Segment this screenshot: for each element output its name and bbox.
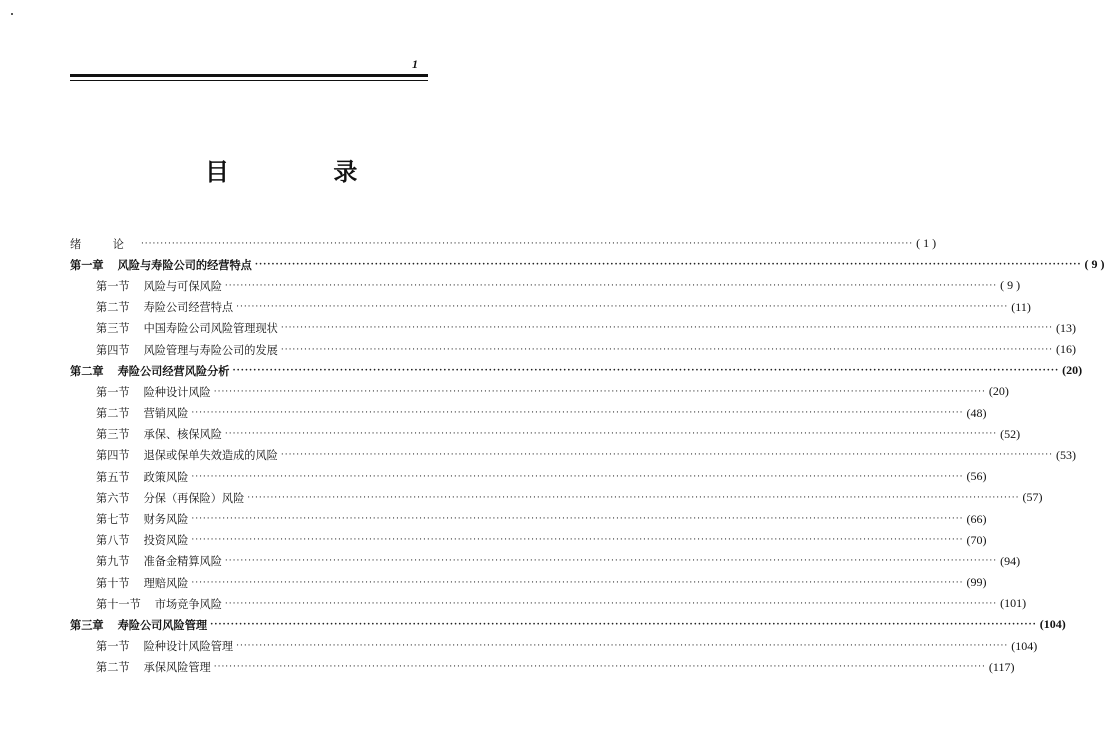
entry-title: 风险与寿险公司的经营特点 bbox=[117, 257, 252, 272]
toc-section-entry bbox=[70, 657, 1015, 678]
toc-section-entry bbox=[70, 403, 987, 424]
toc-section-entry bbox=[70, 530, 987, 551]
toc-section-entry bbox=[70, 508, 987, 529]
entry-page-number: ( 1 ) bbox=[916, 236, 937, 251]
toc-section-entry bbox=[70, 572, 987, 593]
entry-title: 分保（再保险）风险 bbox=[143, 491, 245, 505]
entry-number: 第三章 bbox=[70, 617, 104, 632]
toc-section-entry bbox=[70, 381, 1009, 402]
entry-page-number: (52) bbox=[1000, 426, 1021, 441]
entry-number: 第三节 bbox=[96, 428, 130, 442]
entry-number: 第一章 bbox=[70, 257, 104, 272]
entry-number: 第二节 bbox=[96, 407, 130, 421]
entry-page-number: (66) bbox=[966, 511, 987, 526]
entry-number: 第四节 bbox=[96, 343, 130, 357]
toc-chapter-entry bbox=[70, 614, 1066, 635]
entry-page-number: (20) bbox=[1062, 363, 1083, 378]
entry-number: 第一节 bbox=[96, 279, 130, 293]
entry-page-number: (56) bbox=[966, 469, 987, 484]
toc-section-entry bbox=[70, 445, 1077, 466]
toc-section-entry bbox=[70, 593, 1027, 614]
entry-number: 第五节 bbox=[96, 470, 130, 484]
toc-section-entry bbox=[70, 636, 1038, 657]
dot-leader: ········································································································································································································ bbox=[224, 429, 998, 440]
entry-title: 财务风险 bbox=[143, 513, 189, 527]
entry-title: 准备金精算风险 bbox=[143, 555, 222, 569]
entry-title: 投资风险 bbox=[143, 534, 189, 548]
toc-chapter-entry bbox=[70, 254, 1105, 275]
dot-leader: ········································································································································································································ bbox=[213, 386, 986, 397]
entry-number: 第二章 bbox=[70, 363, 104, 378]
toc-section-entry bbox=[70, 424, 1021, 445]
entry-number: 第一节 bbox=[96, 385, 130, 399]
dot-leader: ········································································································································································································ bbox=[280, 323, 1054, 334]
toc-intro-entry bbox=[70, 233, 937, 254]
dot-leader: ········································································································································································································ bbox=[280, 450, 1054, 461]
entry-title: 风险管理与寿险公司的发展 bbox=[143, 343, 278, 357]
entry-number: 第二节 bbox=[96, 661, 130, 675]
entry-title: 险种设计风险 bbox=[143, 385, 211, 399]
dot-leader: ········································································································································································································ bbox=[224, 280, 998, 291]
entry-number: 第八节 bbox=[96, 534, 130, 548]
dot-leader: ········································································································································································································ bbox=[191, 408, 964, 419]
dot-leader: ········································································································································································································ bbox=[254, 259, 1082, 270]
entry-number: 第二节 bbox=[96, 301, 130, 315]
entry-title: 市场竞争风险 bbox=[154, 597, 222, 611]
entry-title: 理赔风险 bbox=[143, 576, 189, 590]
dot-leader: ········································································································································································································ bbox=[191, 535, 964, 546]
entry-title: 中国寿险公司风险管理现状 bbox=[143, 322, 278, 336]
entry-title: 寿险公司风险管理 bbox=[117, 617, 208, 632]
entry-title: 政策风险 bbox=[143, 470, 189, 484]
entry-number: 第六节 bbox=[96, 491, 130, 505]
entry-number: 第十节 bbox=[96, 576, 130, 590]
entry-title: 风险与可保风险 bbox=[143, 279, 222, 293]
entry-title: 承保、核保风险 bbox=[143, 428, 222, 442]
dot-leader: ········································································································································································································ bbox=[224, 598, 998, 609]
dot-leader: ········································································································································································································ bbox=[224, 556, 998, 567]
entry-title: 退保或保单失效造成的风险 bbox=[143, 449, 278, 463]
toc-section-entry bbox=[70, 297, 1031, 318]
entry-page-number: (104) bbox=[1039, 617, 1066, 632]
dot-leader: ········································································································································································································ bbox=[280, 344, 1054, 355]
toc-chapter-entry bbox=[70, 360, 1083, 381]
entry-page-number: ( 9 ) bbox=[1000, 278, 1021, 293]
entry-page-number: (70) bbox=[966, 532, 987, 547]
dot-leader: ········································································································································································································ bbox=[247, 492, 1020, 503]
dot-leader: ········································································································································································································ bbox=[191, 577, 964, 588]
entry-number: 第十一节 bbox=[96, 597, 141, 611]
entry-title: 险种设计风险管理 bbox=[143, 640, 234, 654]
toc-section-entry bbox=[70, 318, 1077, 339]
scan-speck bbox=[11, 13, 13, 15]
toc-title: 目 录 bbox=[205, 158, 406, 186]
toc-section-entry bbox=[70, 339, 1077, 360]
entry-page-number: (13) bbox=[1056, 320, 1077, 335]
dot-leader: ········································································································································································································ bbox=[191, 514, 964, 525]
entry-page-number: (11) bbox=[1011, 299, 1031, 314]
entry-number: 第三节 bbox=[96, 322, 130, 336]
entry-number: 第九节 bbox=[96, 555, 130, 569]
entry-number: 第四节 bbox=[96, 449, 130, 463]
entry-page-number: (20) bbox=[988, 384, 1009, 399]
dot-leader: ········································································································································································································ bbox=[236, 302, 1009, 313]
page-number: 1 bbox=[412, 57, 418, 71]
entry-page-number: (16) bbox=[1056, 342, 1077, 357]
dot-leader: ········································································································································································································ bbox=[236, 641, 1009, 652]
entry-title: 寿险公司经营特点 bbox=[143, 301, 234, 315]
table-of-contents bbox=[70, 233, 1105, 678]
entry-page-number: (48) bbox=[966, 405, 987, 420]
dot-leader: ········································································································································································································ bbox=[213, 662, 986, 673]
entry-title: 寿险公司经营风险分析 bbox=[117, 363, 230, 378]
entry-number: 第一节 bbox=[96, 640, 130, 654]
entry-page-number: (94) bbox=[1000, 553, 1021, 568]
entry-page-number: (57) bbox=[1022, 490, 1043, 505]
header-rule-thick bbox=[70, 74, 428, 77]
toc-section-entry bbox=[70, 551, 1021, 572]
toc-section-entry bbox=[70, 487, 1043, 508]
toc-section-entry bbox=[70, 466, 987, 487]
entry-page-number: ( 9 ) bbox=[1084, 257, 1105, 272]
dot-leader: ········································································································································································································ bbox=[232, 365, 1060, 376]
header-rule-thin bbox=[70, 80, 428, 81]
dot-leader: ········································································································································································································ bbox=[140, 238, 914, 249]
entry-page-number: (101) bbox=[1000, 596, 1027, 611]
entry-title: 营销风险 bbox=[143, 407, 189, 421]
dot-leader: ········································································································································································································ bbox=[191, 471, 964, 482]
entry-number: 绪 论 bbox=[70, 237, 138, 251]
entry-page-number: (117) bbox=[988, 659, 1015, 674]
entry-page-number: (99) bbox=[966, 575, 987, 590]
entry-page-number: (104) bbox=[1011, 638, 1038, 653]
dot-leader: ········································································································································································································ bbox=[210, 619, 1037, 630]
entry-number: 第七节 bbox=[96, 513, 130, 527]
entry-page-number: (53) bbox=[1056, 447, 1077, 462]
toc-section-entry bbox=[70, 275, 1021, 296]
entry-title: 承保风险管理 bbox=[143, 661, 211, 675]
